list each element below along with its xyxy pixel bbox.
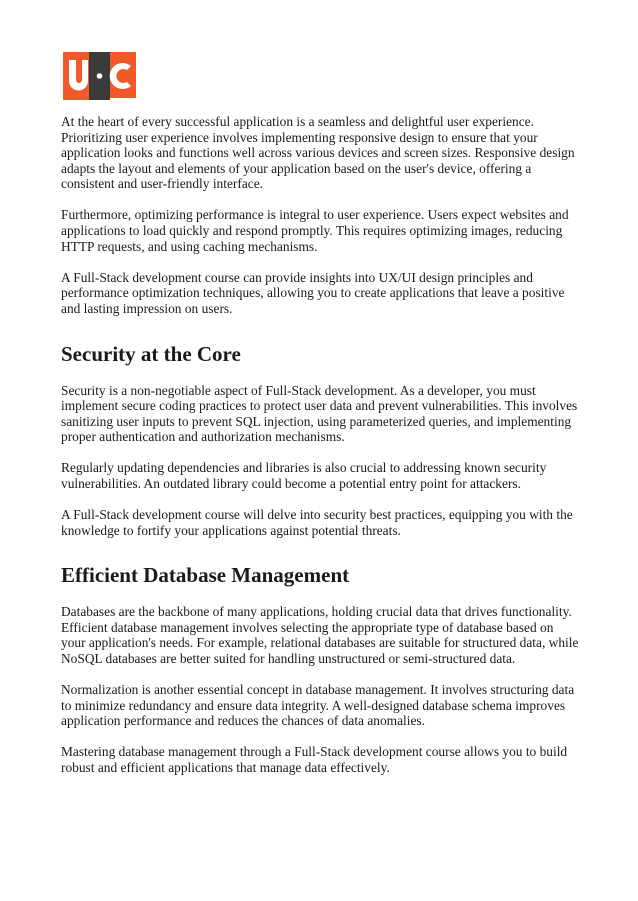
section-heading: Efficient Database Management <box>61 563 350 588</box>
paragraph: At the heart of every successful application is a seamless and delightful user experience. Prioritizing user experience involves implementing responsive design to ensure that your application looks and functions well across various devices and screen sizes. Responsive design adapts the layout and elements of your application based on the user's device, offering a consistent and user-friendly interface. <box>61 114 575 192</box>
section-intro <box>61 114 581 317</box>
paragraph: Mastering database management through a Full-Stack development course allows you to build robust and efficient applications that manage data effectively. <box>61 744 568 776</box>
uc-logo <box>63 52 136 100</box>
section-database <box>61 563 581 775</box>
paragraph: Regularly updating dependencies and libraries is also crucial to addressing known security vulnerabilities. An outdated library could become a potential entry point for attackers. <box>61 460 547 491</box>
paragraph: Furthermore, optimizing performance is integral to user experience. Users expect websites and applications to load quickly and respond promptly. This requires optimizing images, reducing HTTP requests, and using caching mechanisms. <box>61 207 569 254</box>
article-body <box>61 114 581 791</box>
section-heading: Security at the Core <box>61 341 241 366</box>
paragraph: Databases are the backbone of many applications, holding crucial data that drives functionality. Efficient database management involves selecting the appropriate type of database based on your application's needs. For example, relational databases are suitable for structured data, while NoSQL databases are better suited for handling unstructured or semi-structured data. <box>61 604 579 667</box>
section-security <box>61 342 581 539</box>
paragraph: Normalization is another essential concept in database management. It involves structuring data to minimize redundancy and ensure data integrity. A well-designed database schema improves application performance and reduces the chances of data anomalies. <box>61 682 575 729</box>
paragraph: A Full-Stack development course will delve into security best practices, equipping you with the knowledge to fortify your applications against potential threats. <box>61 507 573 538</box>
paragraph: A Full-Stack development course can provide insights into UX/UI design principles and performance optimization techniques, allowing you to create applications that leave a positive and lasting impression on users. <box>61 269 565 316</box>
paragraph: Security is a non-negotiable aspect of Full-Stack development. As a developer, you must implement secure coding practices to protect user data and prevent vulnerabilities. This involves sanitizing user inputs to prevent SQL injection, using parameterized queries, and implementing proper authentication and authorization mechanisms. <box>61 382 578 445</box>
